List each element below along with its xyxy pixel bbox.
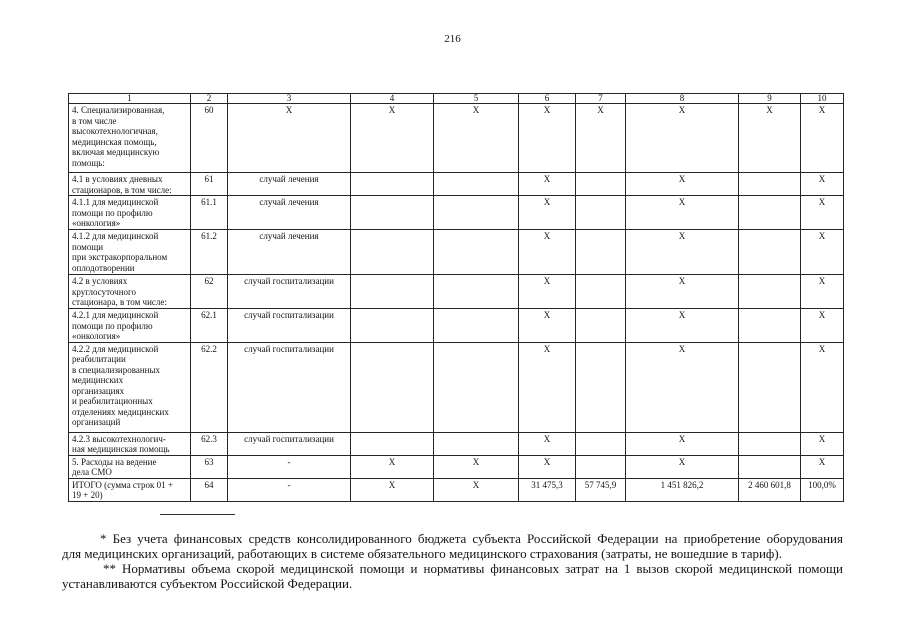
table-row	[69, 104, 844, 173]
value-cell: Х	[519, 432, 576, 455]
value-cell: 57 745,9	[576, 478, 626, 501]
value-cell: Х	[801, 104, 844, 173]
footnotes	[62, 531, 843, 591]
row-label-cell: 4.1.1 для медицинской помощи по профилю «онкология»	[69, 196, 191, 230]
value-cell: 1 451 826,2	[626, 478, 739, 501]
value-cell	[434, 309, 519, 343]
table-row	[69, 275, 844, 309]
page-number: 216	[444, 33, 461, 45]
value-cell: Х	[434, 478, 519, 501]
value-cell: 100,0%	[801, 478, 844, 501]
value-cell: 2 460 601,8	[739, 478, 801, 501]
table-row	[69, 342, 844, 432]
value-cell: Х	[626, 275, 739, 309]
value-cell	[739, 275, 801, 309]
value-cell	[576, 309, 626, 343]
column-number-row	[69, 94, 844, 104]
value-cell	[434, 173, 519, 196]
value-cell	[434, 275, 519, 309]
row-code-cell: 62.1	[191, 309, 228, 343]
row-label-cell: 4.2.2 для медицинской реабилитации в специализированных медицинских организациях и реабилитационных отделениях медицинских организаций	[69, 342, 191, 432]
row-label-cell: 4. Специализированная, в том числе высокотехнологичная, медицинская помощь, включая медицинскую помощь:	[69, 104, 191, 173]
table-row	[69, 173, 844, 196]
column-number-header: 9	[739, 94, 801, 104]
row-label-cell: 4.1.2 для медицинской помощи при экстракорпоральном оплодотворении	[69, 230, 191, 275]
value-cell: Х	[519, 455, 576, 478]
value-cell: Х	[434, 455, 519, 478]
value-cell: 31 475,3	[519, 478, 576, 501]
value-cell	[351, 342, 434, 432]
value-cell: Х	[801, 173, 844, 196]
value-cell	[739, 230, 801, 275]
value-cell: Х	[519, 104, 576, 173]
table-row	[69, 230, 844, 275]
footnote-separator	[160, 514, 235, 515]
value-cell	[576, 455, 626, 478]
row-code-cell: 62.3	[191, 432, 228, 455]
unit-cell: случай лечения	[228, 173, 351, 196]
row-label-cell: 4.2 в условиях круглосуточного стационара, в том числе:	[69, 275, 191, 309]
value-cell: Х	[351, 478, 434, 501]
unit-cell: Х	[228, 104, 351, 173]
column-number-header: 4	[351, 94, 434, 104]
unit-cell: -	[228, 455, 351, 478]
row-code-cell: 62	[191, 275, 228, 309]
unit-cell: случай госпитализации	[228, 309, 351, 343]
value-cell: Х	[739, 104, 801, 173]
value-cell	[576, 275, 626, 309]
row-code-cell: 61	[191, 173, 228, 196]
unit-cell: случай госпитализации	[228, 432, 351, 455]
value-cell	[351, 432, 434, 455]
value-cell	[576, 196, 626, 230]
value-cell	[739, 432, 801, 455]
value-cell: Х	[801, 275, 844, 309]
row-code-cell: 61.1	[191, 196, 228, 230]
footnote-1-line-2: для медицинских организаций, работающих в системе обязательного медицинского страхования (затраты, не вошедшие в тариф).	[62, 546, 782, 561]
row-code-cell: 62.2	[191, 342, 228, 432]
value-cell: Х	[519, 173, 576, 196]
value-cell: Х	[801, 309, 844, 343]
value-cell: Х	[519, 342, 576, 432]
value-cell: Х	[434, 104, 519, 173]
column-number-header: 1	[69, 94, 191, 104]
unit-cell: случай лечения	[228, 230, 351, 275]
value-cell: Х	[519, 275, 576, 309]
table-header	[69, 94, 844, 104]
value-cell: Х	[626, 309, 739, 343]
row-label-cell: 5. Расходы на ведение дела СМО	[69, 455, 191, 478]
value-cell: Х	[801, 432, 844, 455]
value-cell: Х	[576, 104, 626, 173]
row-label-cell: ИТОГО (сумма строк 01 + 19 + 20)	[69, 478, 191, 501]
value-cell	[739, 309, 801, 343]
value-cell: Х	[519, 196, 576, 230]
value-cell: Х	[626, 173, 739, 196]
table-row	[69, 432, 844, 455]
value-cell: Х	[519, 230, 576, 275]
value-cell	[351, 230, 434, 275]
value-cell: Х	[626, 455, 739, 478]
column-number-header: 6	[519, 94, 576, 104]
column-number-header: 2	[191, 94, 228, 104]
value-cell	[351, 173, 434, 196]
value-cell: Х	[626, 196, 739, 230]
row-label-cell: 4.1 в условиях дневных стационаров, в том числе:	[69, 173, 191, 196]
footnote-2-line-2: устанавливаются субъектом Российской Федерации.	[62, 576, 353, 591]
table-row	[69, 196, 844, 230]
value-cell	[351, 309, 434, 343]
column-number-header: 3	[228, 94, 351, 104]
row-code-cell: 64	[191, 478, 228, 501]
value-cell	[434, 342, 519, 432]
footnote-1-line-1: * Без учета финансовых средств консолидированного бюджета субъекта Российской Федерации на приобретение оборудования	[100, 531, 843, 546]
value-cell: Х	[801, 230, 844, 275]
value-cell	[739, 196, 801, 230]
table-row	[69, 309, 844, 343]
value-cell: Х	[351, 104, 434, 173]
value-cell	[434, 432, 519, 455]
value-cell	[576, 173, 626, 196]
data-table-container	[68, 93, 843, 502]
table-row	[69, 478, 844, 501]
value-cell	[434, 196, 519, 230]
value-cell	[576, 432, 626, 455]
value-cell: Х	[626, 230, 739, 275]
value-cell	[739, 173, 801, 196]
unit-cell: -	[228, 478, 351, 501]
value-cell: Х	[801, 342, 844, 432]
table-body	[69, 104, 844, 502]
column-number-header: 10	[801, 94, 844, 104]
row-label-cell: 4.2.1 для медицинской помощи по профилю «онкология»	[69, 309, 191, 343]
column-number-header: 8	[626, 94, 739, 104]
unit-cell: случай госпитализации	[228, 275, 351, 309]
value-cell: Х	[626, 104, 739, 173]
row-label-cell: 4.2.3 высокотехнологич- ная медицинская помощь	[69, 432, 191, 455]
value-cell	[739, 342, 801, 432]
value-cell	[351, 196, 434, 230]
value-cell: Х	[626, 342, 739, 432]
unit-cell: случай госпитализации	[228, 342, 351, 432]
value-cell: Х	[519, 309, 576, 343]
value-cell	[739, 455, 801, 478]
value-cell	[576, 342, 626, 432]
footnote-2-line-1: ** Нормативы объема скорой медицинской помощи и нормативы финансовых затрат на 1 вызов скорой медицинской помощи	[103, 561, 843, 576]
column-number-header: 7	[576, 94, 626, 104]
data-table	[68, 93, 844, 502]
value-cell: Х	[626, 432, 739, 455]
value-cell: Х	[801, 196, 844, 230]
value-cell: Х	[351, 455, 434, 478]
value-cell: Х	[801, 455, 844, 478]
unit-cell: случай лечения	[228, 196, 351, 230]
value-cell	[576, 230, 626, 275]
value-cell	[434, 230, 519, 275]
row-code-cell: 61.2	[191, 230, 228, 275]
table-row	[69, 455, 844, 478]
column-number-header: 5	[434, 94, 519, 104]
value-cell	[351, 275, 434, 309]
row-code-cell: 60	[191, 104, 228, 173]
row-code-cell: 63	[191, 455, 228, 478]
